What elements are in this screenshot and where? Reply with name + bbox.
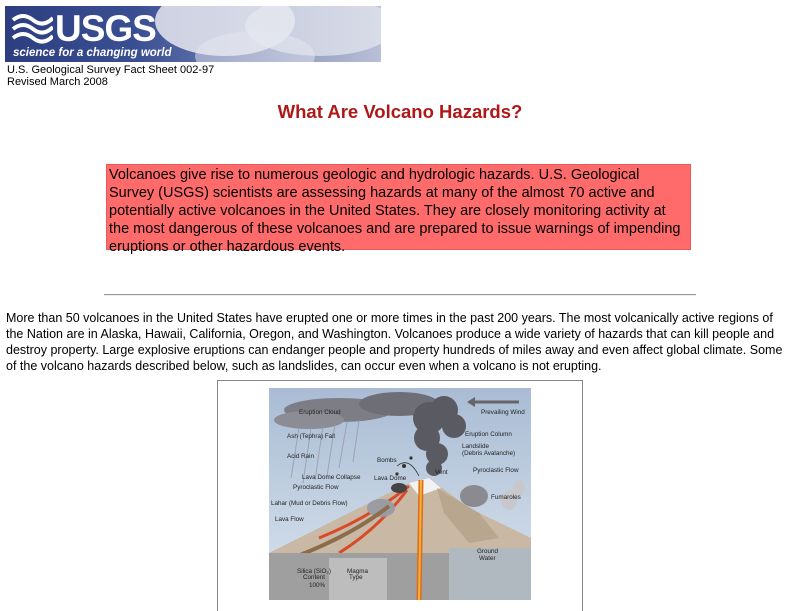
- label-pyroclastic-flow-left: Pyroclastic Flow: [293, 484, 339, 491]
- usgs-tagline: science for a changing world: [13, 47, 172, 59]
- volcano-hazards-diagram[interactable]: [269, 388, 531, 600]
- label-ground-water: Ground: [477, 548, 499, 555]
- usgs-logo-text: USGS: [55, 8, 156, 49]
- intro-paragraph: More than 50 volcanoes in the United States have erupted one or more times in the past 200 years. The most volcanically active regions of the Nation are in Alaska, Hawaii, California, Oregon, and Washington. Volcanoes produce a wide variety of hazards that can kill people and destroy property. Large explosive eruptions can endanger people and property hundreds of miles away and even affect global climate. Some of the volcano hazards described below, such as landslides, can occur even when a volcano is not erupting.: [6, 311, 783, 373]
- label-bombs: Bombs: [377, 457, 397, 464]
- revision-date: Revised March 2008: [7, 76, 108, 88]
- usgs-banner[interactable]: [5, 6, 381, 62]
- label-acid-rain: Acid Rain: [287, 453, 314, 460]
- label-content: Content: [303, 574, 326, 581]
- pyroclastic-flow-right-shape: [460, 485, 488, 507]
- lava-dome-shape: [391, 483, 407, 493]
- label-fumaroles: Fumaroles: [491, 494, 521, 501]
- page-title: What Are Volcano Hazards?: [277, 101, 523, 122]
- label-lava-dome: Lava Dome: [374, 475, 407, 482]
- fact-sheet-info: [7, 64, 214, 88]
- label-lava-dome-collapse: Lava Dome Collapse: [302, 474, 361, 481]
- label-prevailing-wind: Prevailing Wind: [481, 409, 525, 416]
- label-landslide: Landslide: [462, 443, 489, 450]
- label-ash-fall: Ash (Tephra) Fall: [287, 433, 335, 440]
- fact-sheet-number: U.S. Geological Survey Fact Sheet 002-97: [7, 64, 215, 76]
- label-magma: Magma: [347, 568, 368, 575]
- usgs-wave-logo-icon: [11, 10, 53, 44]
- label-eruption-column: Eruption Column: [465, 431, 512, 438]
- summary-box: Volcanoes give rise to numerous geologic and hydrologic hazards. U.S. Geological Survey (USGS) scientists are assessing hazards at many of the almost 70 active and potentially active volcanoes in the United States. They are closely monitoring activity at the most dangerous of these volcanoes and are prepared to issue warnings of impending eruptions or other hazardous events.: [106, 164, 691, 250]
- label-type: Type: [349, 574, 363, 581]
- label-percent: 100%: [309, 582, 326, 589]
- label-debris-avalanche: (Debris Avalanche): [462, 450, 516, 457]
- label-vent: Vent: [435, 469, 448, 476]
- label-silica: Silica (SiO₂): [297, 568, 331, 575]
- label-lava-flow: Lava Flow: [275, 516, 304, 523]
- label-ground-water-2: Water: [479, 555, 496, 562]
- label-pyroclastic-flow-right: Pyroclastic Flow: [473, 467, 519, 474]
- label-lahar: Lahar (Mud or Debris Flow): [271, 500, 348, 507]
- label-eruption-cloud: Eruption Cloud: [299, 409, 341, 416]
- horizontal-divider: [104, 294, 696, 296]
